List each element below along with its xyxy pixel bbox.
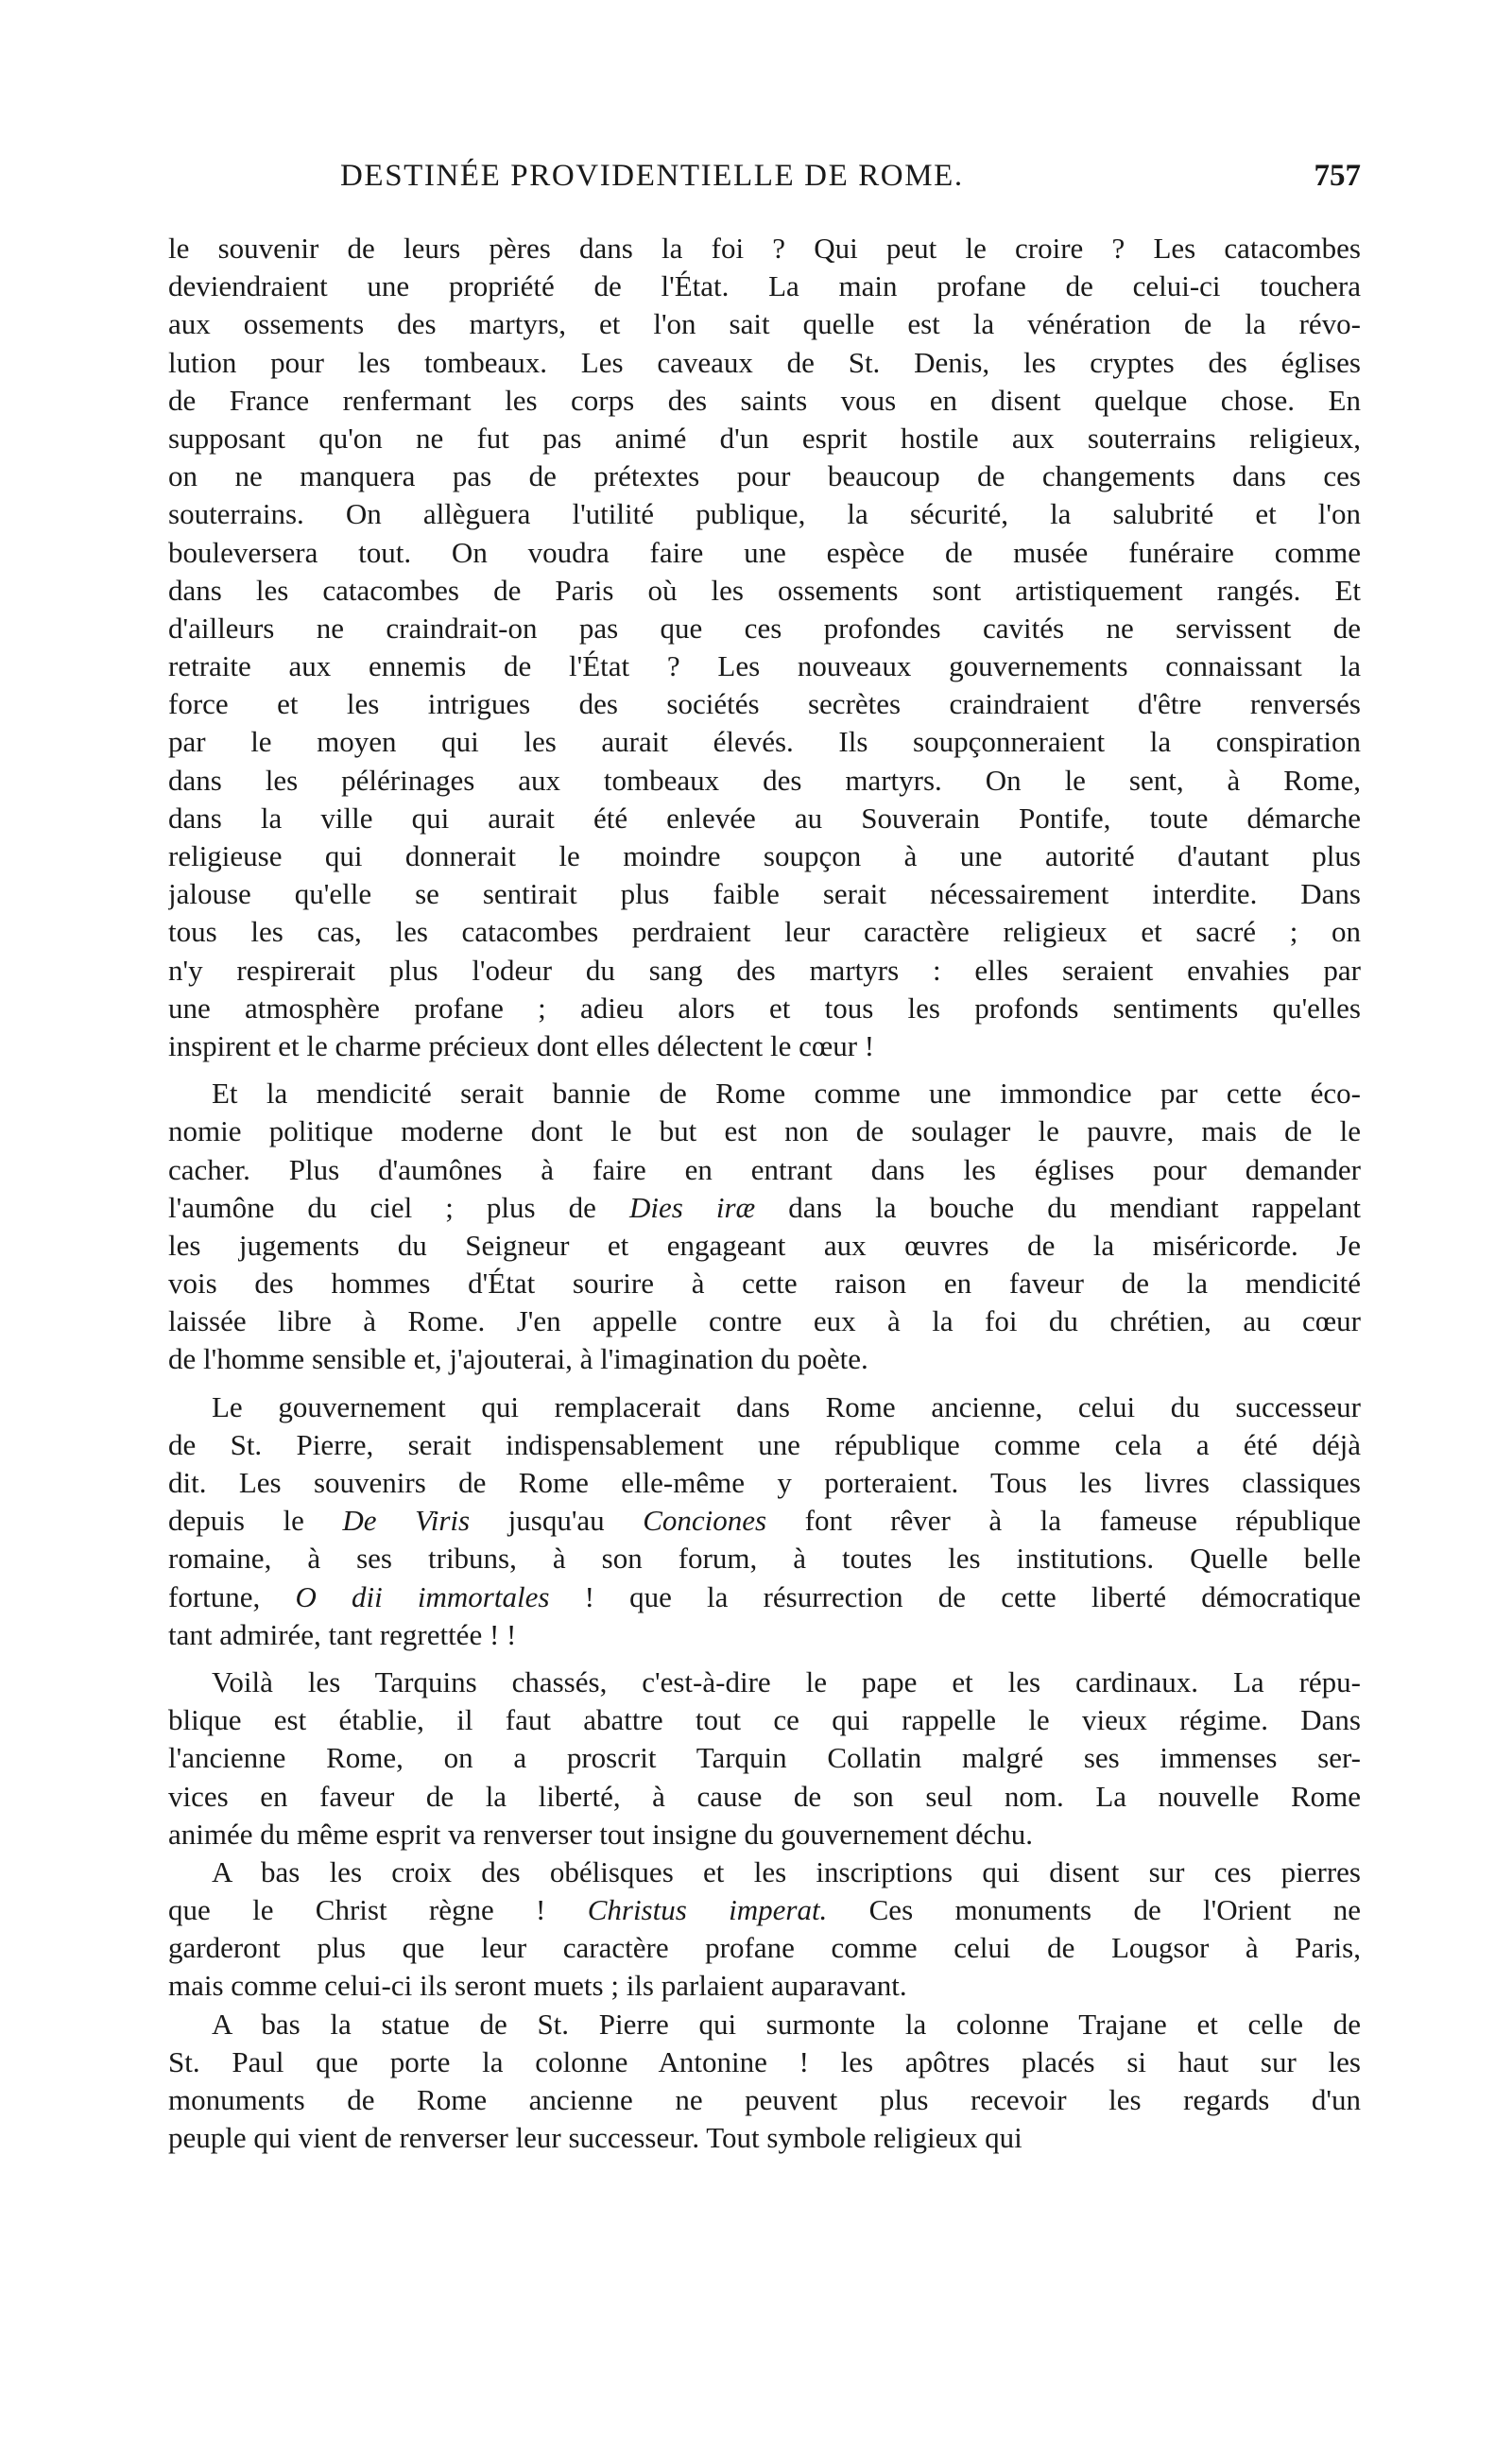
text-line: une atmosphère profane ; adieu alors et tous les profonds sentiments qu'elles (168, 991, 1361, 1025)
paragraph (168, 2006, 1361, 2158)
paragraph (168, 1388, 1361, 1654)
text-line: souterrains. On allèguera l'utilité publique, la sécurité, la salubrité et l'on (168, 497, 1361, 531)
text-line: n'y respirerait plus l'odeur du sang des martyrs : elles seraient envahies par (168, 953, 1361, 987)
text-line: jalouse qu'elle se sentirait plus faible serait nécessairement interdite. Dans (168, 877, 1361, 911)
text-line: animée du même esprit va renverser tout insigne du gouvernement déchu. (168, 1817, 1034, 1851)
text-line: blique est établie, il faut abattre tout ce qui rappelle le vieux régime. Dans (168, 1703, 1361, 1737)
text-line: de l'homme sensible et, j'ajouterai, à l'imagination du poète. (168, 1342, 868, 1376)
latin-phrase: Christus imperat. (587, 1893, 828, 1927)
text-line: on ne manquera pas de prétextes pour beaucoup de changements dans ces (168, 459, 1361, 493)
text-line: dans la ville qui aurait été enlevée au Souverain Pontife, toute démarche (168, 801, 1361, 835)
text-line: force et les intrigues des sociétés secrètes craindraient d'être renversés (168, 687, 1361, 721)
text-line: A bas les croix des obélisques et les inscriptions qui disent sur ces pierres (212, 1854, 1361, 1888)
body-text (168, 230, 1361, 2166)
text-line: dans les pélérinages aux tombeaux des martyrs. On le sent, à Rome, (168, 763, 1361, 797)
text-line: lution pour les tombeaux. Les caveaux de St. Denis, les cryptes des églises (168, 345, 1361, 379)
text-line: peuple qui vient de renverser leur successeur. Tout symbole religieux qui (168, 2121, 1022, 2155)
text-line: tant admirée, tant regrettée ! ! (168, 1617, 517, 1651)
text-line: l'aumône du ciel ; plus de Dies iræ dans la bouche du mendiant rappelant (168, 1190, 1361, 1224)
text-line: que le Christ règne ! Christus imperat. Ces monuments de l'Orient ne (168, 1893, 1361, 1927)
latin-phrase: De Viris (342, 1504, 471, 1538)
text-line: inspirent et le charme précieux dont elles délectent le cœur ! (168, 1028, 875, 1062)
latin-phrase: O dii immortales (295, 1579, 550, 1613)
text-line: l'ancienne Rome, on a proscrit Tarquin Collatin malgré ses immenses ser- (168, 1741, 1361, 1775)
running-head (170, 159, 1361, 204)
text-line: laissée libre à Rome. J'en appelle contre eux à la foi du chrétien, au cœur (168, 1304, 1361, 1338)
text-line: depuis le De Viris jusqu'au Conciones font rêver à la fameuse république (168, 1504, 1361, 1538)
text-line: d'ailleurs ne craindrait-on pas que ces profondes cavités ne servissent de (168, 611, 1361, 645)
paragraph (168, 1075, 1361, 1379)
text-line: Et la mendicité serait bannie de Rome comme une immondice par cette éco- (212, 1077, 1361, 1111)
latin-phrase: Dies iræ (628, 1190, 756, 1224)
text-line: par le moyen qui les aurait élevés. Ils soupçonneraient la conspiration (168, 725, 1361, 759)
text-line: deviendraient une propriété de l'État. La main profane de celui-ci touchera (168, 269, 1361, 303)
latin-phrase: Conciones (643, 1504, 767, 1538)
text-line: Voilà les Tarquins chassés, c'est-à-dire le pape et les cardinaux. La répu- (212, 1664, 1361, 1698)
text-line: St. Paul que porte la colonne Antonine ! les apôtres placés si haut sur les (168, 2044, 1361, 2078)
text-line: le souvenir de leurs pères dans la foi ? Qui peut le croire ? Les catacombes (168, 232, 1361, 265)
text-line: A bas la statue de St. Pierre qui surmonte la colonne Trajane et celle de (212, 2007, 1361, 2041)
paragraph (168, 230, 1361, 1065)
text-line: dit. Les souvenirs de Rome elle-même y porteraient. Tous les livres classiques (168, 1466, 1361, 1499)
text-line: Le gouvernement qui remplacerait dans Rome ancienne, celui du successeur (212, 1389, 1361, 1423)
page-number: 757 (1314, 159, 1361, 193)
text-line: monuments de Rome ancienne ne peuvent plus recevoir les regards d'un (168, 2083, 1361, 2116)
text-line: bouleversera tout. On voudra faire une espèce de musée funéraire comme (168, 535, 1361, 569)
text-line: les jugements du Seigneur et engageant aux œuvres de la miséricorde. Je (168, 1228, 1361, 1262)
paragraph (168, 1664, 1361, 1853)
text-line: de St. Pierre, serait indispensablement une république comme cela a été déjà (168, 1427, 1361, 1461)
text-line: retraite aux ennemis de l'État ? Les nouveaux gouvernements connaissant la (168, 649, 1361, 683)
text-line: aux ossements des martyrs, et l'on sait quelle est la vénération de la révo- (168, 307, 1361, 341)
text-line: mais comme celui-ci ils seront muets ; ils parlaient auparavant. (168, 1969, 907, 2003)
running-title: DESTINÉE PROVIDENTIELLE DE ROME. (340, 159, 964, 193)
text-line: vices en faveur de la liberté, à cause de son seul nom. La nouvelle Rome (168, 1779, 1361, 1813)
paragraph (168, 1853, 1361, 2006)
text-line: cacher. Plus d'aumônes à faire en entrant dans les églises pour demander (168, 1152, 1361, 1186)
text-line: dans les catacombes de Paris où les ossements sont artistiquement rangés. Et (168, 573, 1361, 607)
text-line: vois des hommes d'État sourire à cette raison en faveur de la mendicité (168, 1267, 1361, 1301)
text-line: tous les cas, les catacombes perdraient leur caractère religieux et sacré ; on (168, 915, 1361, 949)
text-line: fortune, O dii immortales ! que la résurrection de cette liberté démocratique (168, 1579, 1361, 1613)
text-line: garderont plus que leur caractère profane comme celui de Lougsor à Paris, (168, 1931, 1361, 1965)
text-line: romaine, à ses tribuns, à son forum, à toutes les institutions. Quelle belle (168, 1542, 1361, 1576)
text-line: supposant qu'on ne fut pas animé d'un esprit hostile aux souterrains religieux, (168, 421, 1361, 455)
text-line: de France renfermant les corps des saints vous en disent quelque chose. En (168, 383, 1361, 417)
text-line: nomie politique moderne dont le but est non de soulager le pauvre, mais de le (168, 1114, 1361, 1148)
text-line: religieuse qui donnerait le moindre soupçon à une autorité d'autant plus (168, 839, 1361, 872)
